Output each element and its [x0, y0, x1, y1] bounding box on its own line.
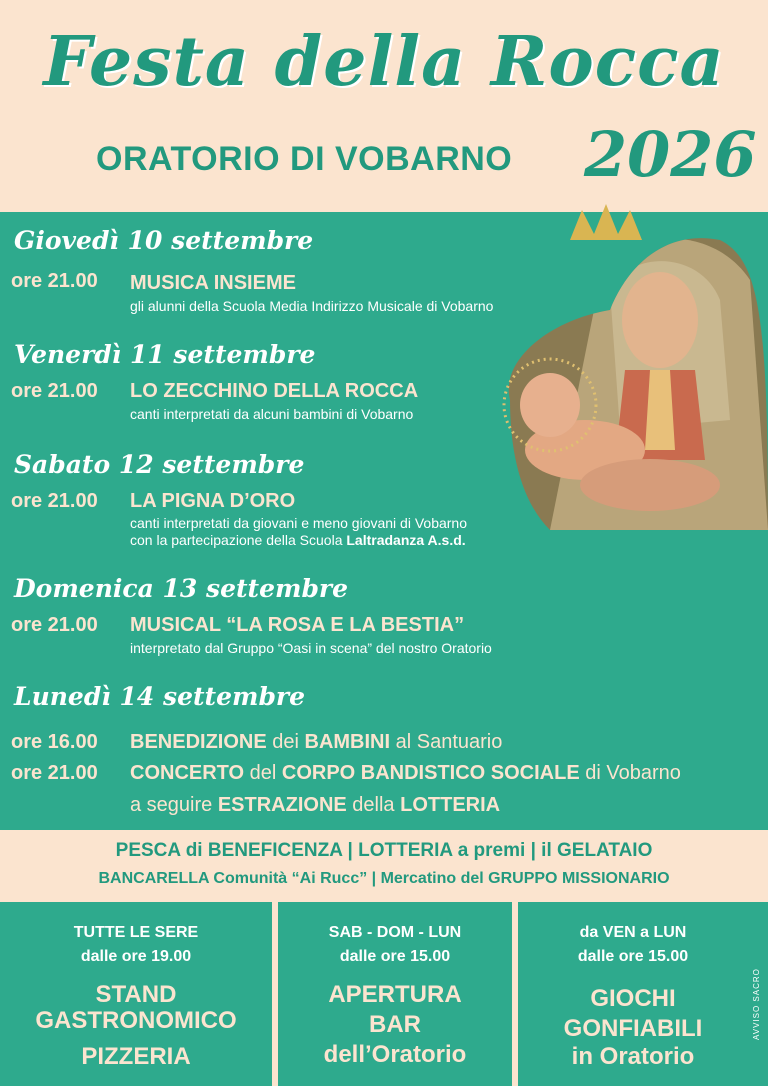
desc-bold: Laltradanza A.s.d.: [346, 532, 466, 548]
title-part: CONCERTO: [130, 762, 250, 784]
day-heading: Lunedì 14 settembre: [14, 682, 306, 711]
subtitle: ORATORIO DI VOBARNO: [96, 140, 513, 178]
header: [0, 0, 768, 212]
title-part: BAMBINI: [304, 731, 396, 753]
event-title: LA PIGNA D’ORO: [130, 490, 296, 512]
madonna-statue-image: [490, 200, 768, 530]
event-time: ore 21.00: [11, 614, 98, 636]
follow-part: della: [352, 794, 401, 816]
event-desc: interpretato dal Gruppo “Oasi in scena” del nostro Oratorio: [130, 640, 492, 656]
event-time: ore 21.00: [11, 762, 98, 784]
day-heading: Giovedì 10 settembre: [14, 226, 314, 255]
box-line: GIOCHI: [590, 985, 676, 1012]
info-boxes: [0, 902, 768, 1086]
event-time: ore 16.00: [11, 731, 98, 753]
box-hour: dalle ore 15.00: [577, 948, 689, 965]
year: 2026: [584, 118, 757, 191]
event-title: [130, 731, 502, 754]
event-time: ore 21.00: [11, 490, 98, 512]
box-line: APERTURA: [328, 981, 462, 1008]
event-title: MUSICAL “LA ROSA E LA BESTIA”: [130, 614, 465, 636]
box-line: PIZZERIA: [81, 1043, 191, 1070]
title-part: di Vobarno: [585, 762, 681, 784]
title-part: dei: [272, 731, 305, 753]
title-part: CORPO BANDISTICO SOCIALE: [281, 762, 586, 784]
event-desc: canti interpretati da giovani e meno giovani di Vobarno: [130, 515, 467, 531]
info-box: [278, 902, 512, 1086]
box-line: dell’Oratorio: [323, 1041, 467, 1068]
follow-part: ESTRAZIONE: [217, 794, 353, 816]
title-part: del: [249, 762, 282, 784]
attractions-line: BANCARELLA Comunità “Ai Rucc” | Mercatino del GRUPPO MISSIONARIO: [98, 870, 670, 887]
event-title: MUSICA INSIEME: [130, 272, 296, 294]
follow-part: a seguire: [130, 794, 218, 816]
box-when: TUTTE LE SERE: [73, 924, 199, 941]
page-title: Festa della Rocca: [43, 22, 725, 102]
attractions-strip: [0, 830, 768, 902]
box-line: GONFIABILI: [563, 1015, 703, 1042]
event-desc: gli alunni della Scuola Media Indirizzo Musicale di Vobarno: [130, 298, 494, 314]
title-part: BENEDIZIONE: [130, 731, 273, 753]
title-part: al Santuario: [395, 731, 503, 753]
follow-part: LOTTERIA: [400, 794, 501, 816]
box-when: SAB - DOM - LUN: [328, 924, 462, 941]
attractions-line: PESCA di BENEFICENZA | LOTTERIA a premi | il GELATAIO: [115, 840, 653, 861]
side-note: AVVISO SACRO: [752, 968, 761, 1040]
day-heading: Venerdì 11 settembre: [14, 340, 316, 369]
box-hour: dalle ore 15.00: [339, 948, 451, 965]
box-hour: dalle ore 19.00: [80, 948, 192, 965]
day-heading: Domenica 13 settembre: [14, 574, 348, 603]
event-time: ore 21.00: [11, 380, 98, 402]
desc-text: con la partecipazione della Scuola: [130, 532, 347, 548]
event-desc: canti interpretati da alcuni bambini di Vobarno: [130, 406, 414, 422]
event-title: LO ZECCHINO DELLA ROCCA: [130, 380, 419, 402]
box-line: GASTRONOMICO: [35, 1007, 237, 1034]
box-when: da VEN a LUN: [579, 924, 687, 941]
box-line: BAR: [369, 1011, 421, 1038]
info-box: [0, 902, 272, 1086]
day-heading: Sabato 12 settembre: [14, 450, 305, 479]
box-line: in Oratorio: [571, 1043, 695, 1070]
event-desc-2: [130, 532, 466, 549]
box-line: STAND: [95, 981, 177, 1008]
event-title: [130, 762, 681, 785]
event-time: ore 21.00: [11, 270, 98, 292]
event-follow: [130, 794, 500, 817]
info-box: [518, 902, 768, 1086]
